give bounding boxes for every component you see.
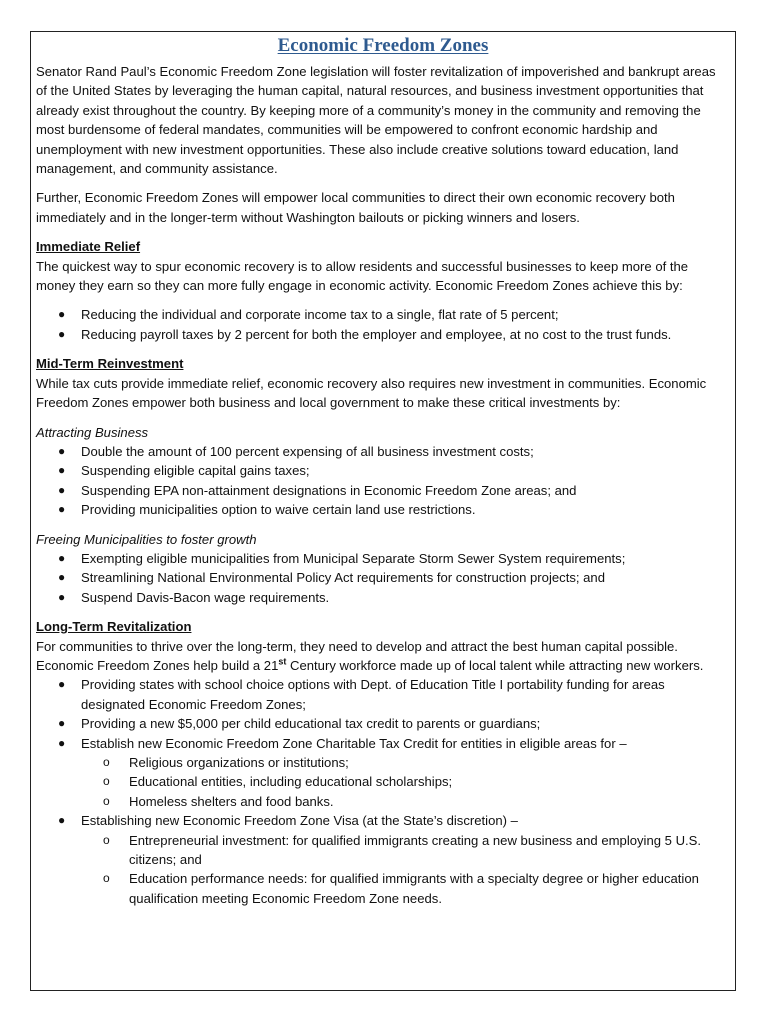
hollow-bullet-icon: o <box>103 832 110 847</box>
list-item-text: Exempting eligible municipalities from Municipal Separate Storm Sewer System requirements; <box>81 550 626 566</box>
list-item-text: Providing a new $5,000 per child educational tax credit to parents or guardians; <box>81 716 541 732</box>
intro-paragraph-1: Senator Rand Paul’s Economic Freedom Zone legislation will foster revitalization of impoverished and bankrupt areas of the United States by leveraging the human capital, natural resources, and business investment opportunities that already exist throughout the country. By keeping more of a community’s money in the community and removing the most burdensome of federal mandates, communities will be empowered to confront economic hardship and unemployment with new investment opportunities. These also include creative solutions toward education, land management, and community assistance. <box>36 64 716 177</box>
hollow-bullet-icon: o <box>103 793 110 808</box>
sub-list-item-text: Religious organizations or institutions; <box>129 755 349 770</box>
sub-list-item <box>36 753 730 772</box>
sub-list-item-text: Educational entities, including educational scholarships; <box>129 774 453 790</box>
list-item-text: Suspending eligible capital gains taxes; <box>81 463 310 479</box>
visa-sublist <box>81 831 730 909</box>
bullet-icon: ● <box>58 482 66 497</box>
attracting-business-label: Attracting Business <box>36 424 149 440</box>
long-term-text-part: For communities to thrive over the long-term, they need to develop and attract the best human capital possible. Economic Freedom Zones help build a 21 <box>36 638 678 673</box>
list-item-text: Double the amount of 100 percent expensing of all business investment costs; <box>81 443 534 459</box>
list-item <box>36 734 730 812</box>
bullet-icon: ● <box>58 570 66 585</box>
list-item <box>36 481 730 500</box>
list-item <box>36 588 730 607</box>
list-item <box>36 325 730 344</box>
list-item <box>36 549 730 568</box>
ordinal-superscript: st <box>278 656 287 667</box>
long-term-text <box>36 637 730 676</box>
list-item-text: Establish new Economic Freedom Zone Charitable Tax Credit for entities in eligible areas for – <box>81 735 627 751</box>
sub-list-item <box>36 792 730 811</box>
hollow-bullet-icon: o <box>103 755 110 769</box>
freeing-municipalities-list <box>36 549 730 607</box>
attracting-business-list <box>36 442 730 520</box>
list-item <box>36 500 730 519</box>
sub-list-item <box>36 772 730 791</box>
list-item <box>36 675 730 714</box>
intro-paragraph-2: Further, Economic Freedom Zones will empower local communities to direct their own economic recovery both immediately and in the longer-term without Washington bailouts or picking winners and losers. <box>36 190 675 225</box>
list-item-text: Reducing the individual and corporate income tax to a single, flat rate of 5 percent; <box>81 307 559 323</box>
hollow-bullet-icon: o <box>103 871 110 886</box>
bullet-icon: ● <box>58 589 66 604</box>
list-item-text: Streamlining National Environmental Policy Act requirements for construction projects; and <box>81 570 605 586</box>
bullet-icon: ● <box>58 502 66 517</box>
list-item <box>36 442 730 461</box>
bullet-icon: ● <box>58 716 66 731</box>
list-item <box>36 461 730 480</box>
list-item <box>36 714 730 733</box>
hollow-bullet-icon: o <box>103 774 110 789</box>
immediate-relief-heading: Immediate Relief <box>36 239 141 255</box>
bullet-icon: ● <box>58 326 66 341</box>
bullet-icon: ● <box>58 677 66 692</box>
bullet-icon: ● <box>58 813 66 828</box>
list-item-text: Suspend Davis-Bacon wage requirements. <box>81 589 330 605</box>
document-body <box>36 34 730 908</box>
document-title: Economic Freedom Zones <box>277 35 489 56</box>
list-item-text: Providing municipalities option to waive certain land use restrictions. <box>81 502 476 518</box>
list-item-text: Reducing payroll taxes by 2 percent for both the employer and employee, at no cost to the trust funds. <box>81 326 672 342</box>
freeing-municipalities-label: Freeing Municipalities to foster growth <box>36 531 257 547</box>
sub-list-item-text: Homeless shelters and food banks. <box>129 793 334 809</box>
long-term-list <box>36 675 730 908</box>
list-item <box>36 305 730 324</box>
bullet-icon: ● <box>58 463 66 478</box>
list-item-text: Establishing new Economic Freedom Zone Visa (at the State’s discretion) – <box>81 813 518 829</box>
mid-term-heading: Mid-Term Reinvestment <box>36 356 184 372</box>
long-term-heading: Long-Term Revitalization <box>36 619 192 635</box>
mid-term-text: While tax cuts provide immediate relief, economic recovery also requires new investment in communities. Economic Freedom Zones empower both business and local government to make these critical investments by: <box>36 375 707 411</box>
charitable-sublist <box>81 753 730 811</box>
sub-list-item-text: Education performance needs: for qualified immigrants with a specialty degree or higher education qualification meeting Economic Freedom Zone needs. <box>129 871 699 906</box>
bullet-icon: ● <box>58 307 66 322</box>
list-item-text: Providing states with school choice options with Dept. of Education Title I portability funding for areas designated Economic Freedom Zones; <box>81 677 665 712</box>
list-item <box>36 568 730 587</box>
list-item-text: Suspending EPA non-attainment designations in Economic Freedom Zone areas; and <box>81 482 577 498</box>
list-item <box>36 811 730 908</box>
immediate-relief-text: The quickest way to spur economic recovery is to allow residents and successful businesses to keep more of the money they earn so they can more fully engage in economic activity. Economic Freedom Zones achieve this by: <box>36 258 689 294</box>
sub-list-item <box>36 831 730 870</box>
bullet-icon: ● <box>58 443 66 458</box>
bullet-icon: ● <box>58 735 66 750</box>
long-term-text-part: Century workforce made up of local talent while attracting new workers. <box>286 657 704 673</box>
sub-list-item <box>36 869 730 908</box>
bullet-icon: ● <box>58 550 66 565</box>
immediate-relief-list <box>36 305 730 344</box>
sub-list-item-text: Entrepreneurial investment: for qualified immigrants creating a new business and employing 5 U.S. citizens; and <box>129 832 702 868</box>
